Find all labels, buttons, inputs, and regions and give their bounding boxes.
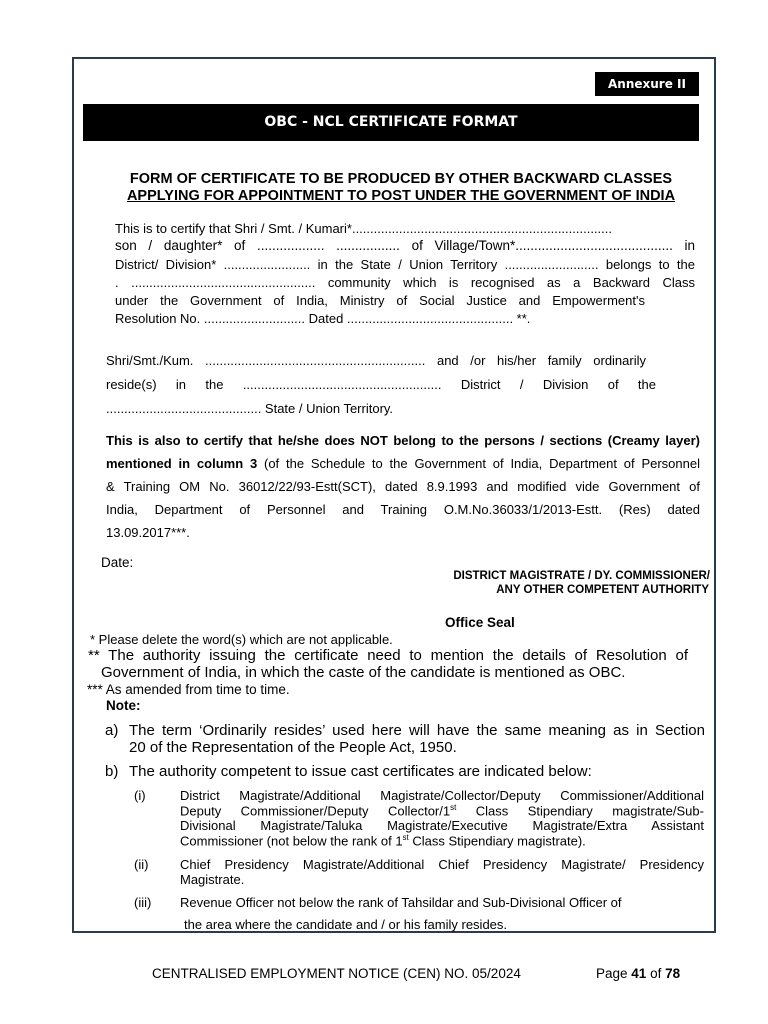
superscript: st xyxy=(402,833,409,842)
authority-item-iii-line2: the area where the candidate and / or his family resides. xyxy=(184,917,508,932)
authority-item-i-line1: District Magistrate/Additional Magistrate/Collector/Deputy Commissioner/Additional xyxy=(180,788,704,803)
authority-item-i-line3: Divisional Magistrate/Taluka Magistrate/Executive Magistrate/Extra Assistant xyxy=(180,818,704,833)
form-heading-line1: FORM OF CERTIFICATE TO BE PRODUCED BY OTHER BACKWARD CLASSES xyxy=(129,171,673,187)
certify-line-3: District/ Division* ........................ in the State / Union Territory .......................... belongs to the xyxy=(115,257,695,272)
note-a-line1: The term ‘Ordinarily resides’ used here will have the same meaning as in Section xyxy=(129,722,705,739)
creamy-line-2 xyxy=(106,456,700,471)
creamy-line-2-rest: (of the Schedule to the Government of India, Department of Personnel xyxy=(257,456,700,471)
certify-line-6: Resolution No. ............................ Dated .............................................. **. xyxy=(115,311,531,326)
creamy-line-3: & Training OM No. 36012/22/93-Estt(SCT), dated 8.9.1993 and modified vide Government of xyxy=(106,479,700,494)
note-b-marker: b) xyxy=(105,763,119,780)
creamy-line-5: 13.09.2017***. xyxy=(106,525,190,540)
authority-item-ii-line2: Magistrate. xyxy=(180,872,245,887)
authority-item-i-line4-b: Class Stipendiary magistrate). xyxy=(408,833,586,849)
authority-item-marker: (ii) xyxy=(134,857,149,872)
authority-line-2: ANY OTHER COMPETENT AUTHORITY xyxy=(496,584,709,596)
annexure-label: Annexure II xyxy=(595,72,699,96)
office-seal-label: Office Seal xyxy=(445,615,515,630)
footer-page-number xyxy=(596,966,680,981)
note-b-line1: The authority competent to issue cast certificates are indicated below: xyxy=(129,763,592,780)
form-heading-line2: APPLYING FOR APPOINTMENT TO POST UNDER THE GOVERNMENT OF INDIA xyxy=(126,188,676,204)
footnote-double-star-line2: Government of India, in which the caste of the candidate is mentioned as OBC. xyxy=(101,664,626,681)
reside-line-2: reside(s) in the ....................................................... District / Division of the xyxy=(106,377,656,392)
certify-line-1: This is to certify that Shri / Smt. / Kumari*........................................................................ xyxy=(115,221,613,236)
note-heading: Note: xyxy=(106,698,141,713)
superscript: st xyxy=(450,803,457,812)
authority-item-i-line2-a: Deputy Commissioner/Deputy Collector/1 xyxy=(180,803,451,819)
authority-item-iii-line1: Revenue Officer not below the rank of Tahsildar and Sub-Divisional Officer of xyxy=(180,895,622,910)
authority-item-marker: (iii) xyxy=(134,895,152,910)
footnote-triple-star: *** As amended from time to time. xyxy=(87,682,290,697)
creamy-line-2-bold: mentioned in column 3 xyxy=(106,456,258,471)
reside-line-1: Shri/Smt./Kum. ............................................................. and /or his/her family ordinarily xyxy=(106,353,646,368)
creamy-line-4: India, Department of Personnel and Training O.M.No.36033/1/2013-Estt. (Res) dated xyxy=(106,502,700,517)
authority-item-i-line2 xyxy=(180,803,704,818)
footer-notice: CENTRALISED EMPLOYMENT NOTICE (CEN) NO. 05/2024 xyxy=(152,966,521,981)
creamy-line-1: This is also to certify that he/she does NOT belong to the persons / sections (Creamy layer) xyxy=(106,433,700,448)
footer-page-prefix: Page xyxy=(596,966,632,981)
footnote-double-star-line1: ** The authority issuing the certificate need to mention the details of Resolution of xyxy=(88,647,688,664)
authority-item-i-line2-b: Class Stipendiary magistrate/Sub- xyxy=(456,803,704,819)
footer-page-total: 78 xyxy=(665,966,681,981)
authority-item-i-line4 xyxy=(180,833,586,848)
certify-line-5: under the Government of India, Ministry of Social Justice and Empowerment's xyxy=(115,293,645,308)
certificate-title-bar: OBC - NCL CERTIFICATE FORMAT xyxy=(83,104,699,141)
authority-line-1: DISTRICT MAGISTRATE / DY. COMMISSIONER/ xyxy=(453,570,710,582)
footer-page-of: of xyxy=(646,966,666,981)
date-label: Date: xyxy=(101,555,134,570)
reside-line-3: ........................................... State / Union Territory. xyxy=(106,401,394,416)
note-a-marker: a) xyxy=(105,722,119,739)
footer-page-current: 41 xyxy=(631,966,647,981)
authority-item-marker: (i) xyxy=(134,788,146,803)
authority-item-ii-line1: Chief Presidency Magistrate/Additional Chief Presidency Magistrate/ Presidency xyxy=(180,857,704,872)
authority-item-i-line4-a: Commissioner (not below the rank of 1 xyxy=(180,833,403,849)
note-a-line2: 20 of the Representation of the People Act, 1950. xyxy=(129,739,457,756)
footnote-single-star: * Please delete the word(s) which are not applicable. xyxy=(90,632,393,647)
certify-line-4: . ................................................... community which is recognised as a Backward Class xyxy=(115,275,695,290)
certify-line-2: son / daughter* of .................. ................. of Village/Town*.......................................... in xyxy=(115,238,695,253)
